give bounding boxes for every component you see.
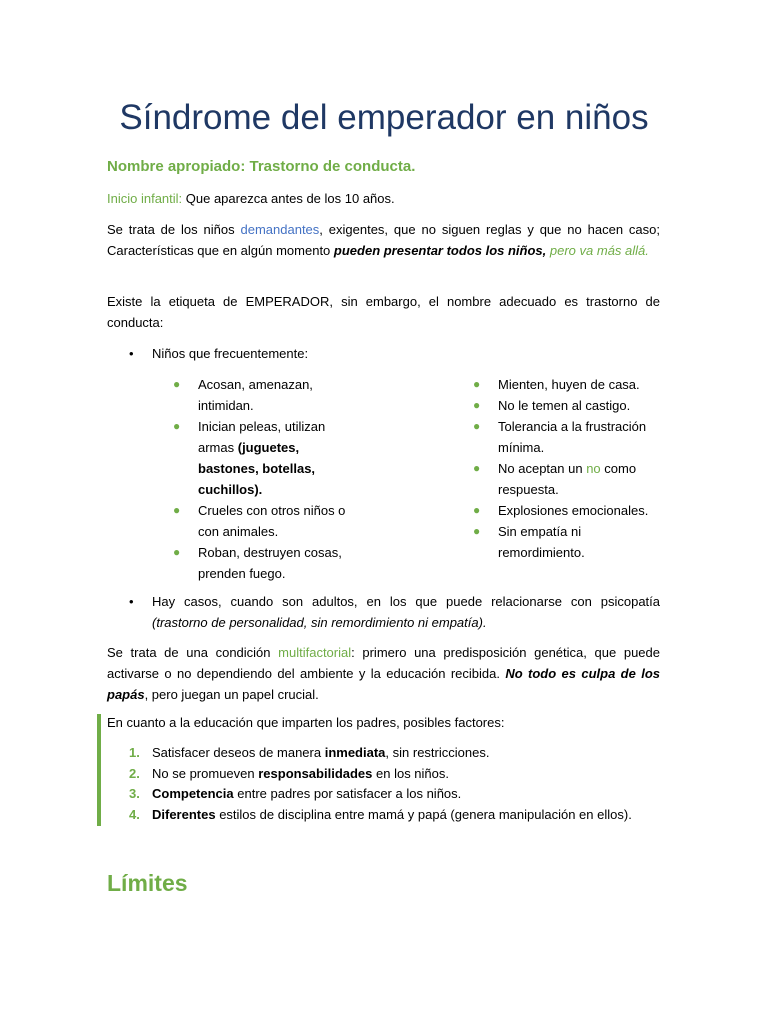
green-bullet-icon: ● — [473, 461, 481, 475]
list-item — [473, 521, 665, 563]
list-item — [107, 784, 667, 805]
para3-text-2: : primero una predisposición genética, que puede activarse o no dependiendo del ambiente y la educación recibida. — [107, 645, 660, 681]
list-item — [173, 374, 358, 416]
list-item-green: no — [586, 461, 601, 476]
para3-text-1: Se trata de una condición — [107, 645, 279, 660]
green-bullet-icon: ● — [473, 503, 481, 517]
list-item-bold: Competencia — [152, 786, 234, 801]
bullet2-text: Hay casos, cuando son adultos, en los que puede relacionarse con psicopatía — [152, 594, 660, 609]
list-item — [107, 805, 667, 826]
list-item — [107, 743, 667, 764]
para1-text-1: Se trata de los niños — [107, 222, 241, 237]
list-item — [473, 374, 665, 395]
list-item — [473, 395, 665, 416]
onset-paragraph — [107, 188, 660, 209]
bullet1-text: Niños que frecuentemente: — [152, 346, 309, 361]
list-item-bold: (juguetes, bastones, botellas, cuchillos). — [198, 440, 316, 497]
list-item — [473, 416, 665, 458]
paragraph-multifactorial — [107, 642, 660, 705]
list-item-text: No le temen al castigo. — [498, 398, 631, 413]
paragraph-label: Existe la etiqueta de EMPERADOR, sin embargo, el nombre adecuado es trastorno de conducta: — [107, 294, 660, 330]
left-list — [173, 374, 358, 584]
green-bullet-icon: ● — [473, 524, 481, 538]
list-item-bold: responsabilidades — [258, 765, 373, 781]
list-item — [173, 500, 358, 542]
green-bullet-icon: ● — [473, 377, 481, 391]
list-item-text: No se promueven — [152, 765, 259, 781]
para1-text-2: , exigentes, que no siguen reglas y que no hacen caso; Características que en algún momento — [107, 222, 660, 258]
list-item-text: Explosiones emocionales. — [498, 503, 649, 518]
green-bullet-icon: ● — [173, 503, 181, 517]
list-item-text: Satisfacer deseos de manera — [152, 745, 325, 760]
subtitle: Nombre apropiado: Trastorno de conducta. — [107, 158, 416, 175]
list-number: 3. — [129, 786, 140, 801]
list-item — [173, 416, 358, 500]
list-item-text: No aceptan un — [498, 461, 587, 476]
list-number: 4. — [129, 806, 140, 822]
bullet-item — [107, 591, 660, 633]
list-item-text: , sin restricciones. — [385, 745, 490, 760]
list-item-text: entre padres por satisfacer a los niños. — [233, 786, 462, 801]
list-item-text: en los niños. — [372, 765, 449, 781]
bullet-item — [107, 343, 660, 364]
section-heading-limites: Límites — [107, 870, 188, 896]
list-item — [173, 542, 358, 584]
list-item-text: Crueles con otros niños o con animales. — [198, 503, 346, 539]
factors-list — [107, 743, 667, 825]
para3-text-3: , pero juegan un papel crucial. — [144, 687, 319, 702]
list-number: 2. — [129, 765, 140, 781]
para1-bold-italic: pueden presentar todos los niños, — [333, 243, 547, 258]
list-item-text: Mienten, huyen de casa. — [498, 377, 640, 392]
para1-green-italic: pero va más allá. — [546, 243, 649, 258]
list-item-text: estilos de disciplina entre mamá y papá (genera manipulación en ellos). — [215, 806, 632, 822]
list-number: 1. — [129, 745, 140, 760]
list-item-bold: Diferentes — [152, 806, 216, 822]
para3-bold-italic: No todo es culpa de los papás — [107, 666, 660, 702]
green-bullet-icon: ● — [473, 398, 481, 412]
green-bullet-icon: ● — [173, 545, 181, 559]
list-item-text: Sin empatía ni remordimiento. — [498, 524, 585, 560]
onset-label: Inicio infantil: — [107, 191, 183, 206]
green-bullet-icon: ● — [173, 377, 181, 391]
list-item — [473, 500, 665, 521]
bullet2-italic: (trastorno de personalidad, sin remordimiento ni empatía). — [152, 615, 487, 630]
list-item-text: Inician peleas, utilizan armas — [198, 419, 326, 455]
quote-intro: En cuanto a la educación que imparten los padres, posibles factores: — [107, 715, 505, 730]
list-item-text: Tolerancia a la frustración mínima. — [498, 419, 647, 455]
list-item — [473, 458, 665, 500]
list-item-text: como respuesta. — [498, 461, 637, 497]
onset-text: Que aparezca antes de los 10 años. — [182, 191, 395, 206]
list-item-bold: inmediata — [324, 745, 386, 760]
green-bullet-icon: ● — [173, 419, 181, 433]
bullet-dot-icon: • — [129, 346, 134, 361]
bullet-dot-icon: • — [129, 594, 134, 609]
list-item-text: Acosan, amenazan, intimidan. — [198, 377, 313, 413]
paragraph-description — [107, 219, 660, 261]
list-item-text: Roban, destruyen cosas, prenden fuego. — [198, 545, 342, 581]
right-list — [473, 374, 665, 563]
green-bullet-icon: ● — [473, 419, 481, 433]
list-item — [107, 764, 667, 785]
para3-green: multifactorial — [278, 645, 352, 660]
para1-demandantes: demandantes — [240, 222, 320, 237]
document-title: Síndrome del emperador en niños — [119, 98, 649, 137]
